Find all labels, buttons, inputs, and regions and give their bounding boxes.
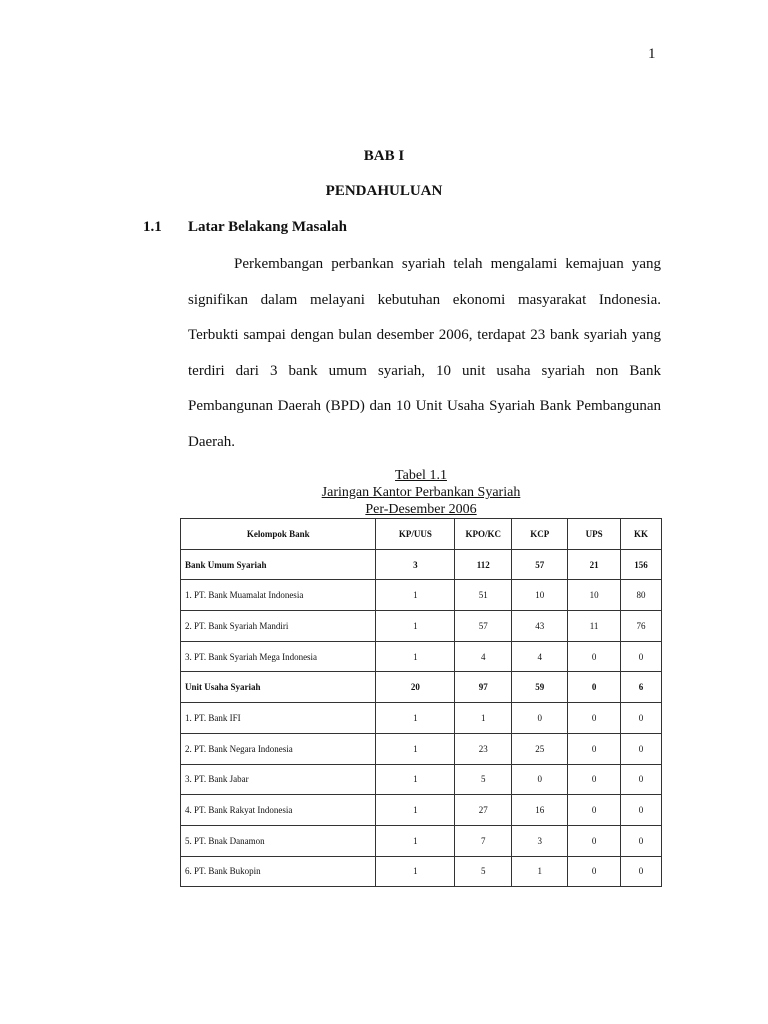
cell: 0 [621,733,662,764]
table-row-group [181,672,662,703]
table-row [181,825,662,856]
section-number: 1.1 [143,219,162,235]
cell: 59 [512,672,568,703]
table-header-row [181,519,662,550]
cell: 80 [621,580,662,611]
table-row [181,733,662,764]
row-label: 4. PT. Bank Rakyat Indonesia [181,795,376,826]
cell: 0 [621,825,662,856]
table-row-group [181,549,662,580]
row-label: 1. PT. Bank Muamalat Indonesia [181,580,376,611]
cell: 3 [376,549,455,580]
cell: 51 [455,580,512,611]
cell: 1 [376,580,455,611]
cell: 1 [376,795,455,826]
bank-office-table [180,518,662,887]
cell: 0 [568,733,621,764]
header-cell: KPO/KC [455,519,512,550]
table-row [181,611,662,642]
cell: 16 [512,795,568,826]
cell: 3 [512,825,568,856]
cell: 0 [512,703,568,734]
cell: 0 [621,641,662,672]
chapter-title: PENDAHULUAN [325,183,443,199]
cell: 1 [376,856,455,887]
cell: 57 [455,611,512,642]
cell: 0 [568,825,621,856]
cell: 4 [455,641,512,672]
cell: 7 [455,825,512,856]
table-caption-date: Per-Desember 2006 [365,502,477,517]
table-caption-number: Tabel 1.1 [395,468,447,483]
cell: 21 [568,549,621,580]
row-label: 3. PT. Bank Syariah Mega Indonesia [181,641,376,672]
cell: 1 [455,703,512,734]
cell: 25 [512,733,568,764]
body-paragraph: Perkembangan perbankan syariah telah mengalami kemajuan yang signifikan dalam melayani kebutuhan ekonomi masyarakat Indonesia. Terbukti sampai dengan bulan desember 2006, terdapat 23 bank syariah yang terdiri dari 3 bank umum syariah, 10 unit usaha syariah non Bank Pembangunan Daerah (BPD) dan 10 Unit Usaha Syariah Bank Pembangunan Daerah. [188,256,661,450]
cell: 0 [568,764,621,795]
cell: 0 [568,703,621,734]
row-label: 3. PT. Bank Jabar [181,764,376,795]
cell: 5 [455,764,512,795]
row-label: 5. PT. Bnak Danamon [181,825,376,856]
cell: 76 [621,611,662,642]
cell: 57 [512,549,568,580]
cell: 0 [568,856,621,887]
table-row [181,764,662,795]
cell: 1 [376,733,455,764]
cell: 6 [621,672,662,703]
cell: 10 [568,580,621,611]
cell: 1 [376,703,455,734]
chapter-heading: BAB I [363,148,405,164]
table-row [181,641,662,672]
cell: 156 [621,549,662,580]
page-number: 1 [648,46,656,62]
cell: 0 [568,795,621,826]
cell: 5 [455,856,512,887]
row-label: 2. PT. Bank Syariah Mandiri [181,611,376,642]
cell: 1 [512,856,568,887]
cell: 0 [621,703,662,734]
cell: 4 [512,641,568,672]
cell: 20 [376,672,455,703]
cell: 1 [376,641,455,672]
cell: 43 [512,611,568,642]
row-label: Bank Umum Syariah [181,549,376,580]
table-caption-title: Jaringan Kantor Perbankan Syariah [321,485,521,500]
cell: 0 [621,795,662,826]
cell: 1 [376,825,455,856]
cell: 23 [455,733,512,764]
cell: 27 [455,795,512,826]
row-label: 2. PT. Bank Negara Indonesia [181,733,376,764]
row-label: 1. PT. Bank IFI [181,703,376,734]
cell: 0 [621,856,662,887]
table-row [181,703,662,734]
cell: 1 [376,764,455,795]
cell: 1 [376,611,455,642]
cell: 0 [568,672,621,703]
cell: 0 [568,641,621,672]
cell: 10 [512,580,568,611]
header-cell: Kelompok Bank [181,519,376,550]
header-cell: UPS [568,519,621,550]
table-row [181,580,662,611]
row-label: 6. PT. Bank Bukopin [181,856,376,887]
section-title: Latar Belakang Masalah [188,219,347,235]
header-cell: KP/UUS [376,519,455,550]
table-row [181,795,662,826]
cell: 112 [455,549,512,580]
cell: 97 [455,672,512,703]
header-cell: KCP [512,519,568,550]
table-row [181,856,662,887]
cell: 0 [621,764,662,795]
cell: 0 [512,764,568,795]
header-cell: KK [621,519,662,550]
cell: 11 [568,611,621,642]
row-label: Unit Usaha Syariah [181,672,376,703]
